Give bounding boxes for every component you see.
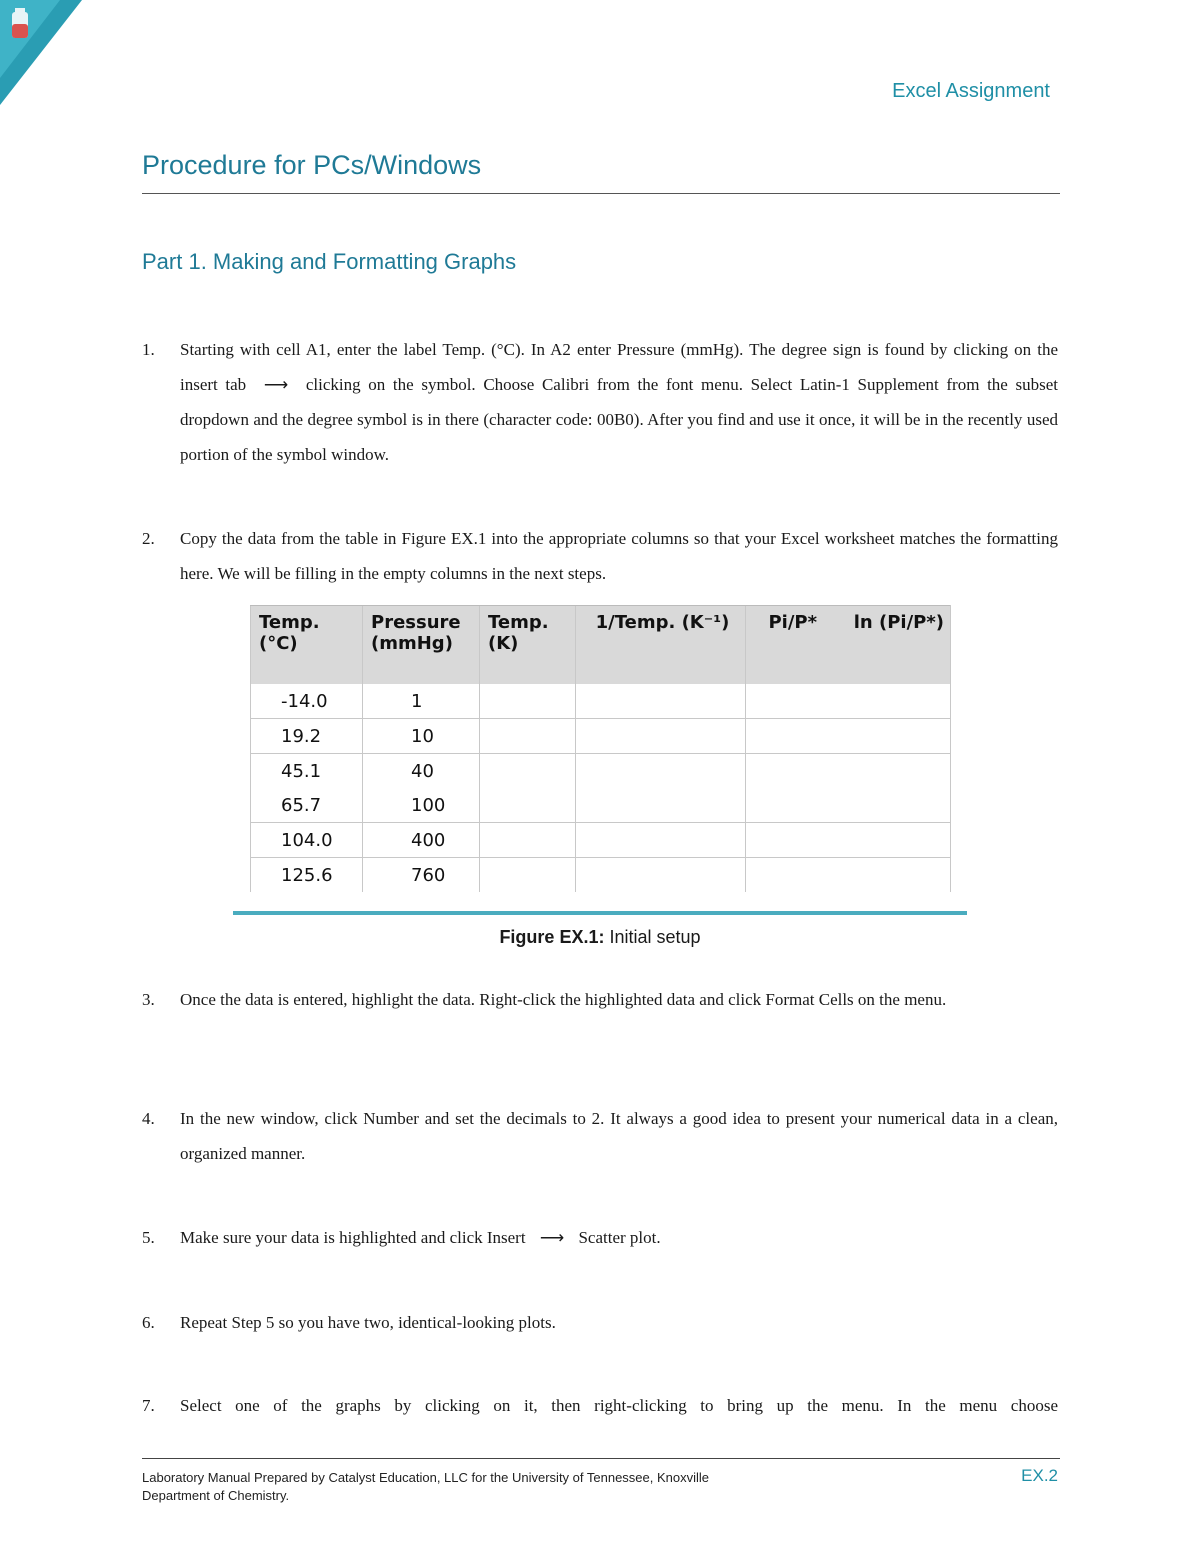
table-cell [836, 788, 951, 823]
table-cell: 10 [363, 719, 480, 754]
step-number: 4. [142, 1109, 155, 1128]
step-text: Repeat Step 5 so you have two, identical-looking plots. [180, 1313, 556, 1332]
step-text: Starting with cell A1, enter the label Temp. (°C). In A2 enter Pressure (mmHg). The degree sign is found by clicking on the insert tab [180, 340, 1058, 394]
table-cell [480, 858, 576, 893]
step-number: 1. [142, 340, 155, 359]
footer-line: Department of Chemistry. [142, 1488, 290, 1503]
footer-divider [142, 1458, 1060, 1459]
table-cell [836, 858, 951, 893]
page-title: Procedure for PCs/Windows [142, 150, 482, 180]
step-text: Once the data is entered, highlight the data. Right-click the highlighted data and click Format Cells on the menu. [180, 990, 947, 1009]
table-row [251, 719, 951, 754]
table-cell [480, 719, 576, 754]
table-cell [576, 684, 746, 719]
table-cell: 65.7 [251, 788, 363, 823]
column-header: ln (Pi/P*) [836, 606, 951, 685]
step-text-continued: clicking on the symbol. Choose Calibri from the font menu. Select Latin-1 Supplement from the subset dropdown and the degree symbol is in there (character code: 00B0). After you find and use it once, it will be in the recently used portion of the symbol window. [180, 375, 1058, 464]
table-cell [746, 823, 836, 858]
figure-table [250, 605, 951, 892]
table-cell: 400 [363, 823, 480, 858]
step-number: 7. [142, 1396, 155, 1415]
table-cell [746, 684, 836, 719]
table-header-row [251, 606, 951, 685]
table-cell [746, 788, 836, 823]
table-cell: -14.0 [251, 684, 363, 719]
column-header: Pi/P* [746, 606, 836, 685]
step-number: 5. [142, 1228, 155, 1247]
step-4 [142, 1101, 1058, 1171]
step-text: Copy the data from the table in Figure EX.1 into the appropriate columns so that your Excel worksheet matches the formatting here. We will be filling in the empty columns in the next steps. [180, 529, 1058, 583]
table-cell: 45.1 [251, 754, 363, 789]
column-header: Pressure (mmHg) [363, 606, 480, 685]
step-5 [142, 1220, 1058, 1255]
table-cell: 19.2 [251, 719, 363, 754]
table-cell [576, 788, 746, 823]
table-cell [480, 823, 576, 858]
part-heading: Part 1. Making and Formatting Graphs [142, 249, 517, 274]
table-row [251, 788, 951, 823]
column-header: 1/Temp. (K⁻¹) [576, 606, 746, 685]
caption-text: Initial setup [609, 927, 701, 947]
step-number: 6. [142, 1313, 155, 1332]
table-cell: 40 [363, 754, 480, 789]
table-row [251, 754, 951, 789]
flask-icon [12, 8, 28, 38]
page-number: EX.2 [1021, 1466, 1058, 1485]
step-3 [142, 982, 1058, 1017]
table-cell [480, 788, 576, 823]
table-cell [836, 684, 951, 719]
footer-credit [142, 1469, 842, 1505]
table-cell [746, 754, 836, 789]
column-header: Temp. (°C) [251, 606, 363, 685]
footer-line: Laboratory Manual Prepared by Catalyst Education, LLC for the University of Tennessee, Knoxville [142, 1470, 710, 1485]
table-cell [576, 719, 746, 754]
arrow-icon: ⟶ [263, 375, 289, 394]
table-cell [836, 754, 951, 789]
arrow-icon: ⟶ [539, 1228, 565, 1247]
step-text: Select one of the graphs by clicking on it, then right-clicking to bring up the menu. In the menu choose [180, 1396, 1058, 1415]
title-divider [142, 193, 1060, 194]
step-number: 2. [142, 529, 155, 548]
table-cell [480, 684, 576, 719]
table-cell [746, 858, 836, 893]
table-cell: 104.0 [251, 823, 363, 858]
table-cell: 100 [363, 788, 480, 823]
step-6 [142, 1305, 1058, 1340]
table-cell: 125.6 [251, 858, 363, 893]
table-row [251, 684, 951, 719]
caption-label: Figure EX.1: [499, 927, 605, 947]
step-1 [142, 332, 1058, 472]
step-text: Make sure your data is highlighted and click Insert [180, 1228, 526, 1247]
table-cell [576, 823, 746, 858]
table-cell: 1 [363, 684, 480, 719]
figure-caption [0, 927, 1200, 948]
table-row [251, 858, 951, 893]
section-label: Excel Assignment [892, 80, 1050, 102]
table-cell [576, 754, 746, 789]
step-7 [142, 1388, 1058, 1423]
corner-logo [0, 0, 90, 110]
column-header: Temp. (K) [480, 606, 576, 685]
table-cell: 760 [363, 858, 480, 893]
step-number: 3. [142, 990, 155, 1009]
figure-divider [233, 911, 967, 915]
step-text: In the new window, click Number and set the decimals to 2. It always a good idea to present your numerical data in a clean, organized manner. [180, 1109, 1058, 1163]
table-cell [480, 754, 576, 789]
table-cell [576, 858, 746, 893]
step-text-continued: Scatter plot. [578, 1228, 661, 1247]
table-cell [836, 719, 951, 754]
step-2 [142, 521, 1058, 591]
table-cell [746, 719, 836, 754]
table-row [251, 823, 951, 858]
table-cell [836, 823, 951, 858]
